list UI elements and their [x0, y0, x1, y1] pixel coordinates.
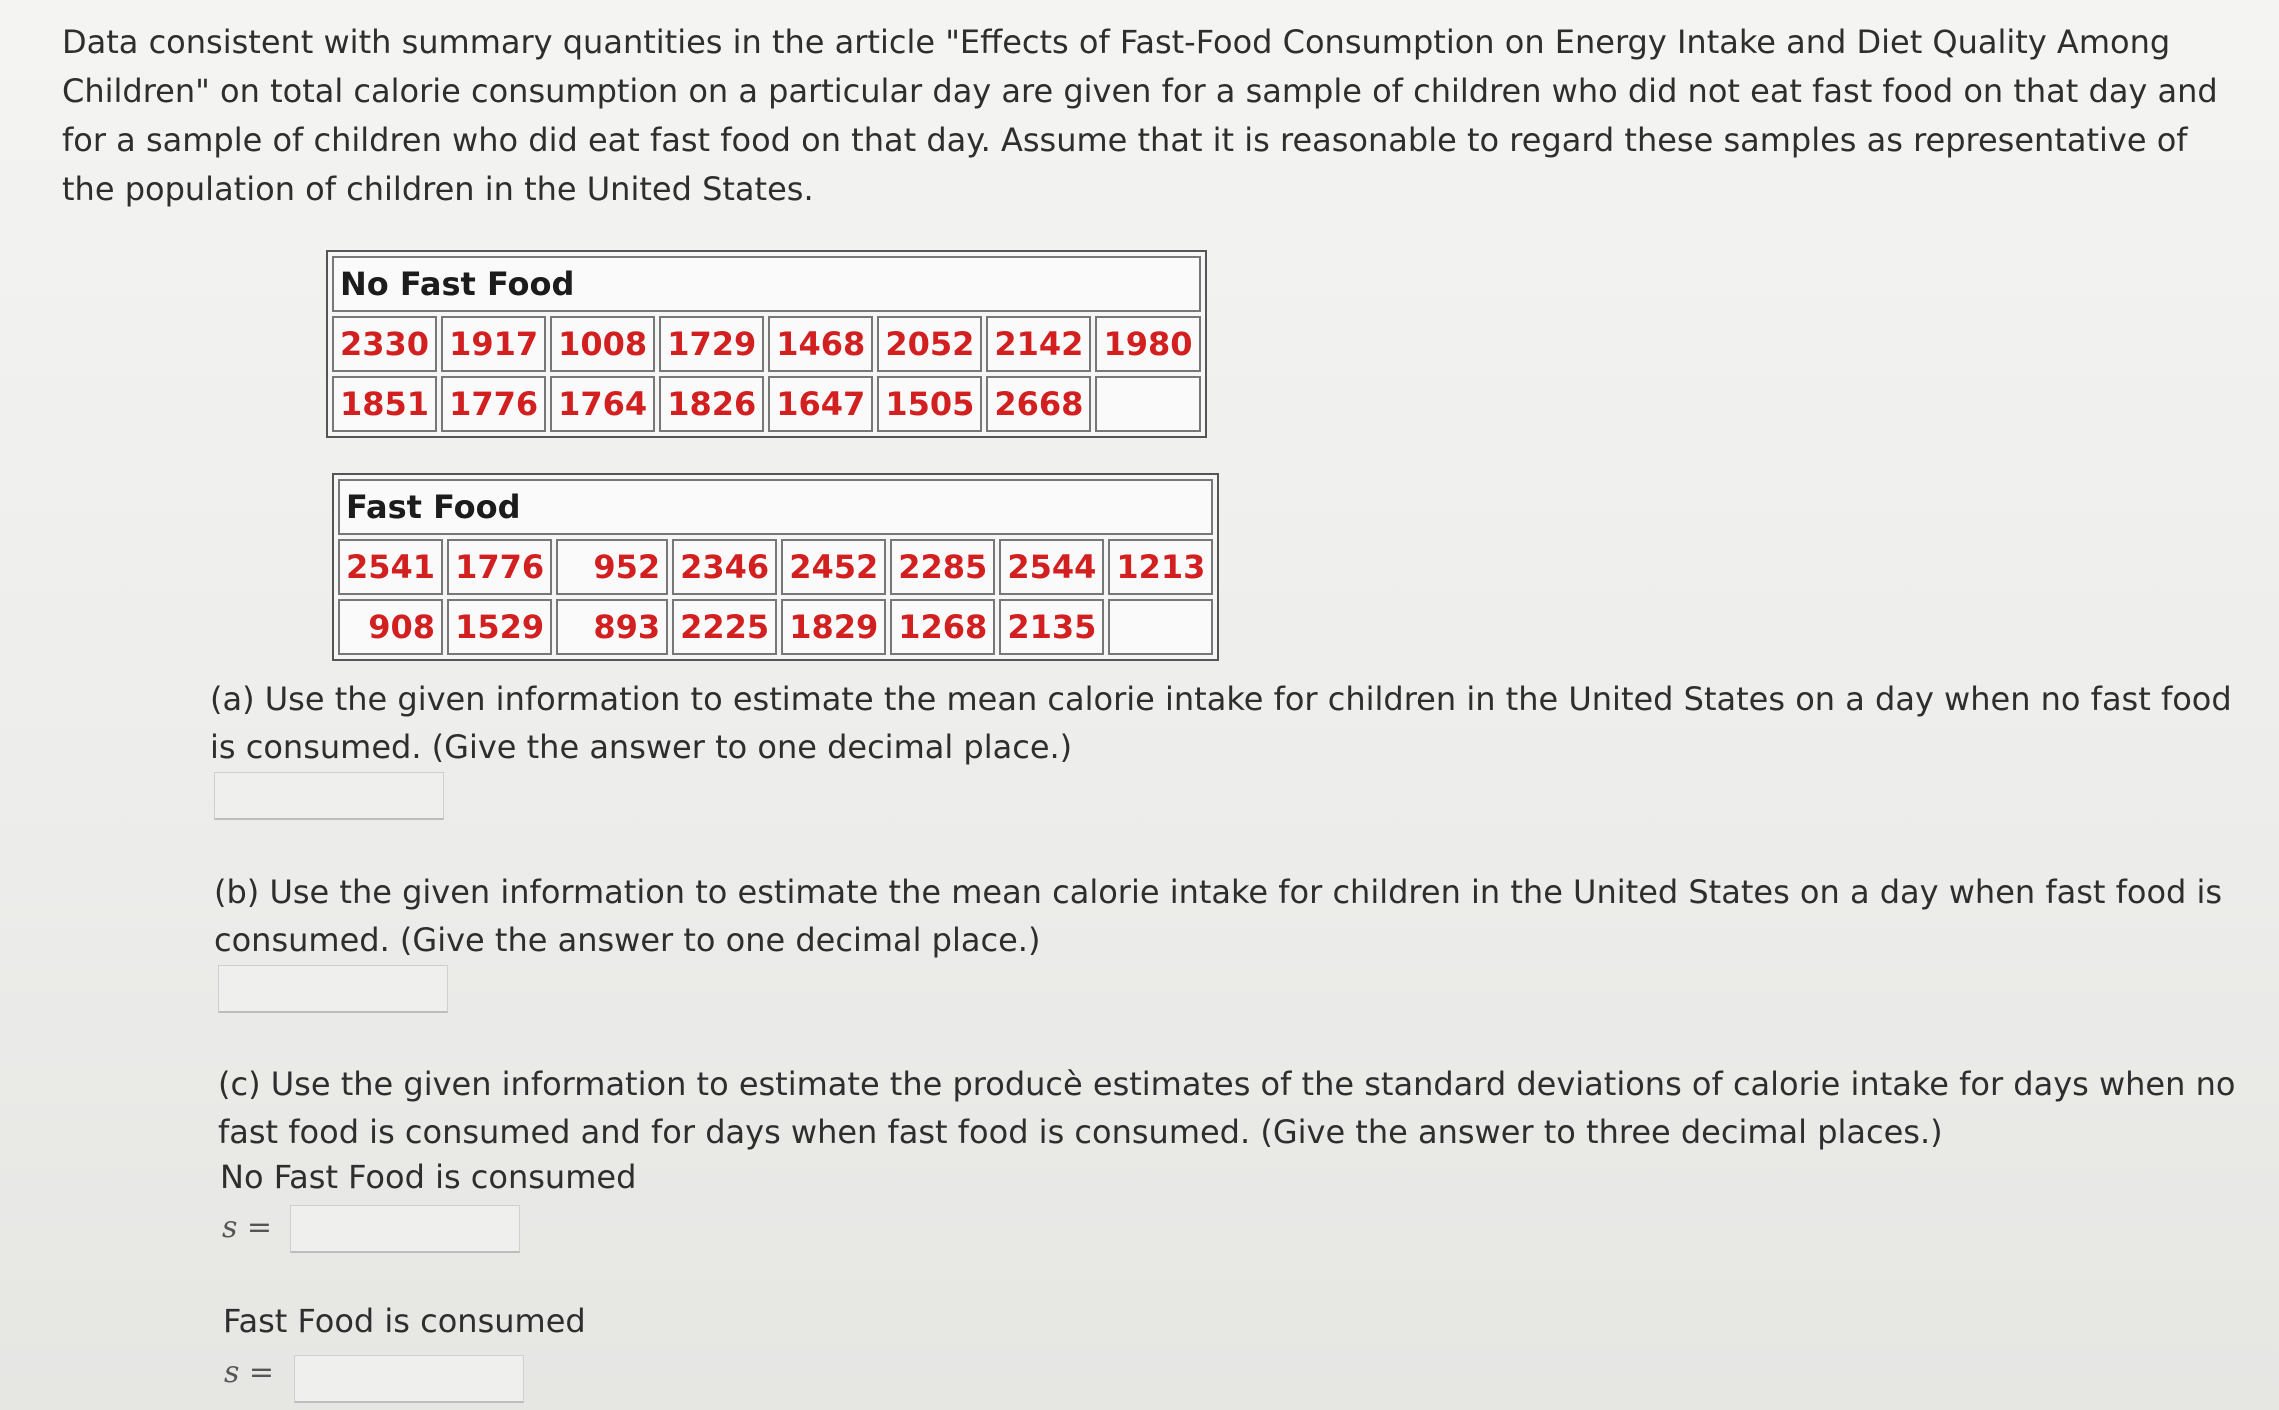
table-row — [332, 316, 1201, 372]
no-fast-food-table — [326, 250, 1207, 438]
table-cell: 1826 — [659, 376, 764, 432]
question-b: (b) Use the given information to estimate the mean calorie intake for children in the United States on a day when fast food is consumed. (Give the answer to one decimal place.) — [214, 873, 2223, 959]
no-fast-food-table-title: No Fast Food — [332, 256, 1201, 312]
answer-b-input[interactable] — [218, 965, 448, 1013]
table-header-row — [338, 479, 1213, 535]
no-fast-food-consumed-label: No Fast Food is consumed — [220, 1158, 637, 1196]
intro-paragraph: Data consistent with summary quantities in the article "Effects of Fast-Food Consumption on Energy Intake and Diet Quality Among Children" on total calorie consumption on a particular day are given for a sample of children who did not eat fast food on that day and for a sample of children who did eat fast food on that day. Assume that it is reasonable to regard these samples as representative of the population of children in the United States. — [62, 23, 2218, 208]
table-cell: 1213 — [1108, 539, 1213, 595]
fast-food-consumed-label: Fast Food is consumed — [223, 1302, 586, 1340]
table-cell-empty — [1108, 599, 1213, 655]
table-cell: 1851 — [332, 376, 437, 432]
table-cell: 1268 — [890, 599, 995, 655]
table-cell: 2225 — [672, 599, 777, 655]
table-cell: 1505 — [877, 376, 982, 432]
table-cell: 908 — [338, 599, 443, 655]
table-cell: 1764 — [550, 376, 655, 432]
table-cell: 1776 — [447, 539, 552, 595]
table-cell: 1008 — [550, 316, 655, 372]
table-cell: 1829 — [781, 599, 886, 655]
table-cell: 2135 — [999, 599, 1104, 655]
fast-food-table-title: Fast Food — [338, 479, 1213, 535]
answer-c-fast-food-input[interactable] — [294, 1355, 524, 1403]
question-c: (c) Use the given information to estimate the producè estimates of the standard deviations of calorie intake for days when no fast food is consumed and for days when fast food is consumed. (Give the answer to three decimal places.) — [218, 1065, 2236, 1151]
table-cell: 2285 — [890, 539, 995, 595]
table-cell: 1980 — [1095, 316, 1200, 372]
answer-a-input[interactable] — [214, 772, 444, 820]
table-cell: 1468 — [768, 316, 873, 372]
table-row — [338, 539, 1213, 595]
table-cell: 1529 — [447, 599, 552, 655]
table-cell: 1647 — [768, 376, 873, 432]
table-cell: 2452 — [781, 539, 886, 595]
table-cell: 1729 — [659, 316, 764, 372]
answer-c-no-fast-food-input[interactable] — [290, 1205, 520, 1253]
s-label: s = — [222, 1210, 273, 1245]
question-a: (a) Use the given information to estimate the mean calorie intake for children in the United States on a day when no fast food is consumed. (Give the answer to one decimal place.) — [210, 680, 2232, 766]
table-cell: 1917 — [441, 316, 546, 372]
table-cell: 2052 — [877, 316, 982, 372]
table-header-row — [332, 256, 1201, 312]
table-cell: 2541 — [338, 539, 443, 595]
table-row — [338, 599, 1213, 655]
s-label: s = — [224, 1355, 275, 1390]
table-cell: 1776 — [441, 376, 546, 432]
fast-food-table — [332, 473, 1219, 661]
table-cell: 952 — [556, 539, 668, 595]
table-cell-empty — [1095, 376, 1200, 432]
table-cell: 2544 — [999, 539, 1104, 595]
table-cell: 893 — [556, 599, 668, 655]
table-cell: 2142 — [986, 316, 1091, 372]
table-cell: 2346 — [672, 539, 777, 595]
table-cell: 2330 — [332, 316, 437, 372]
table-cell: 2668 — [986, 376, 1091, 432]
table-row — [332, 376, 1201, 432]
